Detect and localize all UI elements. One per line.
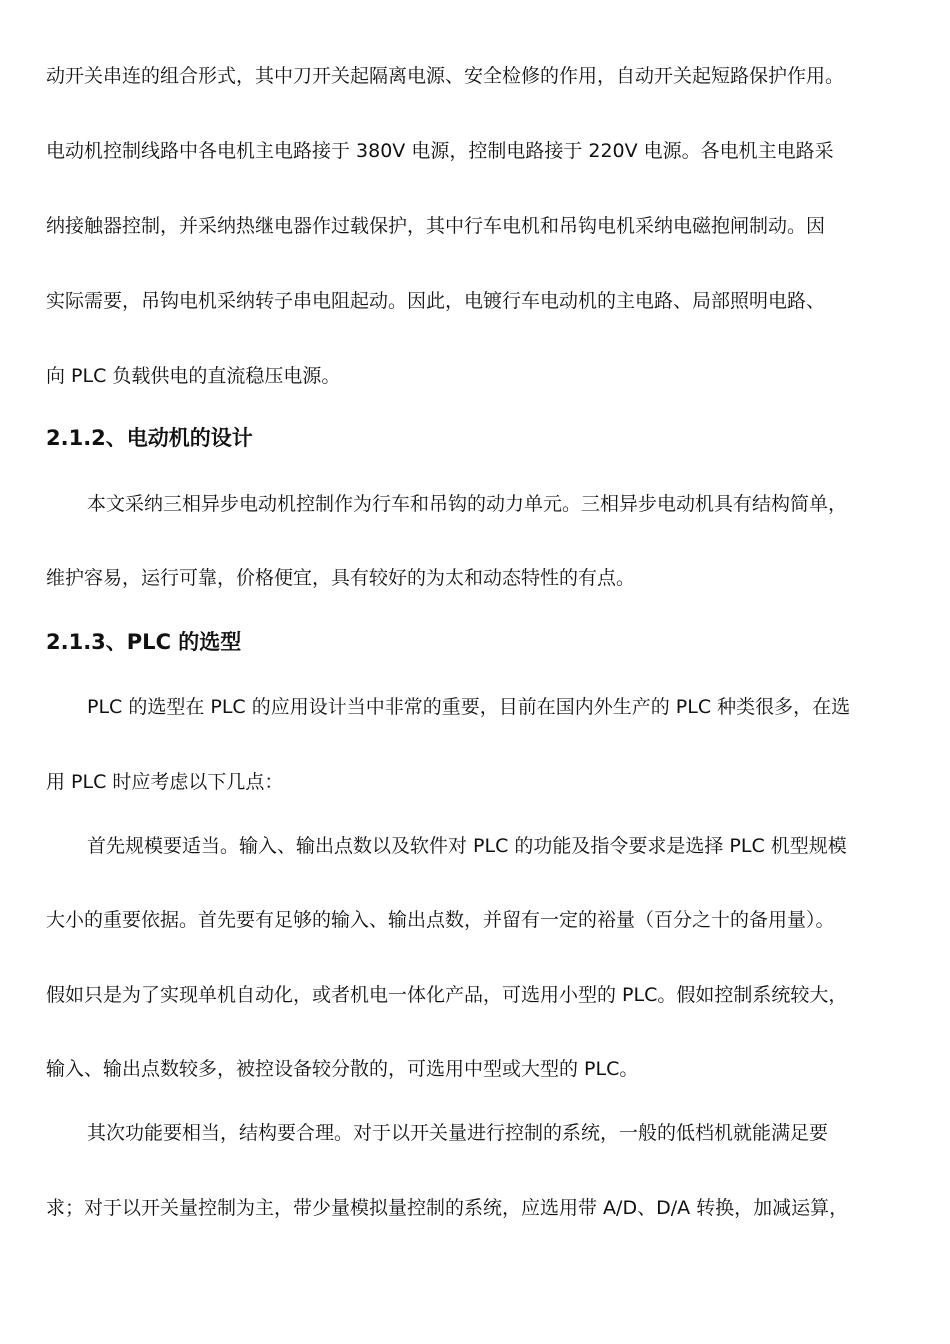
text-line: 假如只是为了实现单机自动化，或者机电一体化产品，可选用小型的 PLC。假如控制系统较大， [46,984,848,1006]
text-line: 用 PLC 时应考虑以下几点： [46,771,284,793]
text-line: 本文采纳三相异步电动机控制作为行车和吊钩的动力单元。三相异步电动机具有结构简单， [87,493,848,515]
text-line: 首先规模要适当。输入、输出点数以及软件对 PLC 的功能及指令要求是选择 PLC 机型规模 [87,835,847,857]
text-line: 实际需要，吊钩电机采纳转子串电阻起动。因此，电镀行车电动机的主电路、局部照明电路、 [46,290,826,312]
text-line: 输入、输出点数较多，被控设备较分散的，可选用中型或大型的 PLC。 [46,1058,639,1080]
text-line: PLC 的选型在 PLC 的应用设计当中非常的重要，目前在国内外生产的 PLC 种类很多，在选 [87,696,851,718]
section-heading-2-1-3: 2.1.3、PLC 的选型 [46,630,242,654]
text-line: 纳接触器控制，并采纳热继电器作过载保护，其中行车电机和吊钩电机采纳电磁抱闸制动。因 [46,215,826,237]
text-line: 维护容易，运行可靠，价格便宜，具有较好的为太和动态特性的有点。 [46,567,636,589]
section-heading-2-1-2: 2.1.2、电动机的设计 [46,426,253,450]
text-line: 求；对于以开关量控制为主，带少量模拟量控制的系统，应选用带 A/D、D/A 转换，加减运算， [46,1197,849,1219]
text-line: 大小的重要依据。首先要有足够的输入、输出点数，并留有一定的裕量（百分之十的备用量）。 [46,909,835,931]
text-line: 其次功能要相当，结构要合理。对于以开关量进行控制的系统，一般的低档机就能满足要 [87,1122,829,1144]
text-line: 动开关串连的组合形式，其中刀开关起隔离电源、安全检修的作用，自动开关起短路保护作用。 [46,65,845,87]
text-line: 电动机控制线路中各电机主电路接于 380V 电源，控制电路接于 220V 电源。各电机主电路采 [46,140,834,162]
text-line: 向 PLC 负载供电的直流稳压电源。 [46,365,341,387]
